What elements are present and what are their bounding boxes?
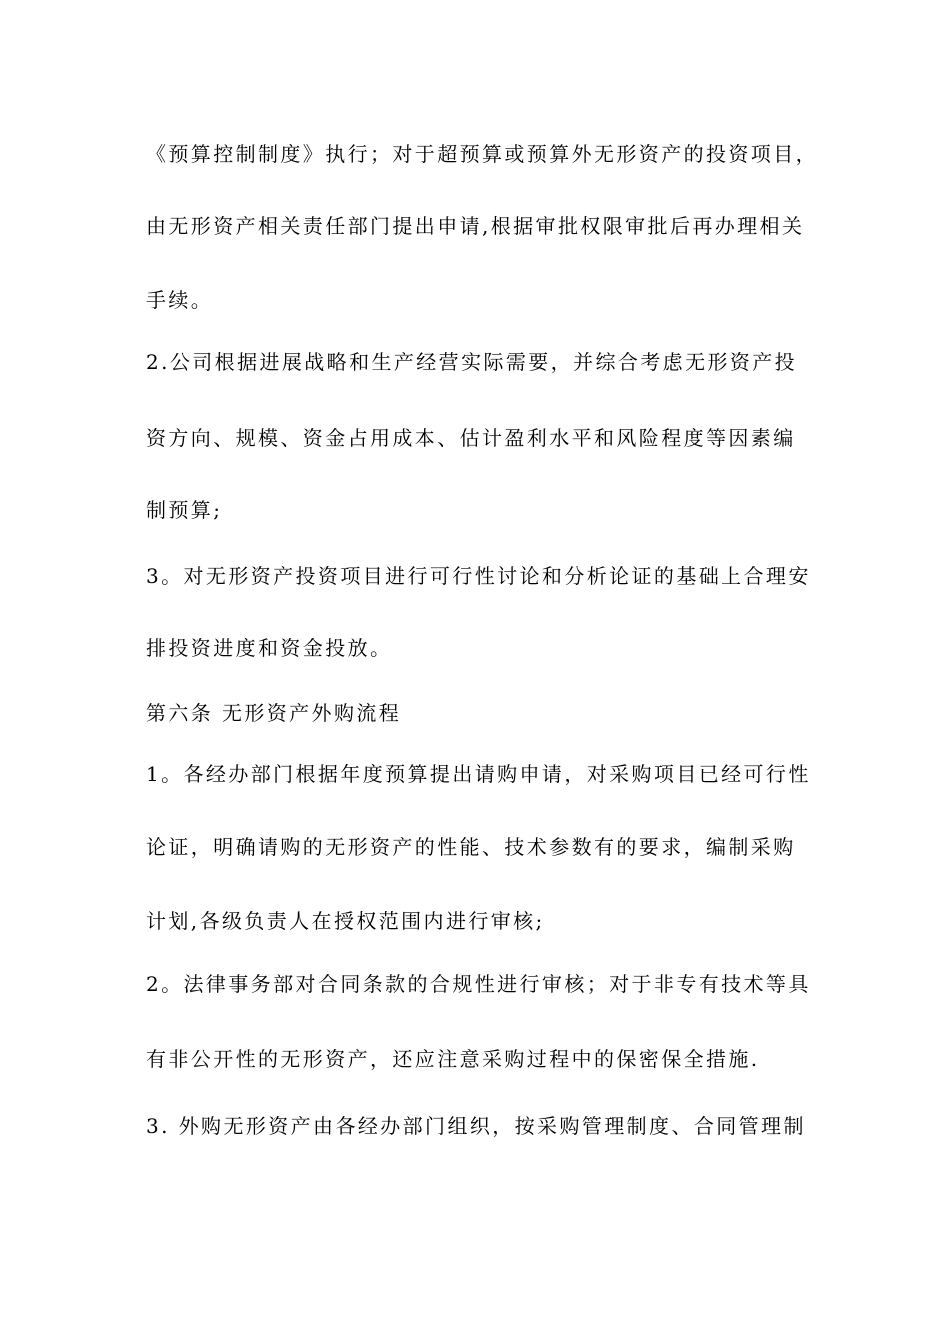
paragraph-line: 手续。 bbox=[146, 288, 214, 312]
paragraph-line: 2。法律事务部对合同条款的合规性进行审核；对于非专有技术等具 bbox=[146, 972, 811, 996]
paragraph-line: 资方向、规模、资金占用成本、估计盈利水平和风险程度等因素编 bbox=[146, 426, 796, 450]
paragraph-line: 排投资进度和资金投放。 bbox=[146, 636, 393, 660]
paragraph-line: 由无形资产相关责任部门提出申请,根据审批权限审批后再办理相关 bbox=[146, 214, 805, 238]
section-heading: 第六条 无形资产外购流程 bbox=[146, 701, 402, 725]
paragraph-line: 论证，明确请购的无形资产的性能、技术参数有的要求，编制采购 bbox=[146, 835, 796, 859]
paragraph-line: 3. 外购无形资产由各经办部门组织，按采购管理制度、合同管理制 bbox=[146, 1114, 806, 1138]
paragraph-line: 有非公开性的无形资产，还应注意采购过程中的保密保全措施. bbox=[146, 1047, 760, 1071]
paragraph-line: 1。各经办部门根据年度预算提出请购申请，对采购项目已经可行性 bbox=[146, 762, 811, 786]
paragraph-line: 计划,各级负责人在授权范围内进行审核; bbox=[146, 909, 545, 933]
paragraph-line: 2.公司根据进展战略和生产经营实际需要，并综合考虑无形资产投 bbox=[146, 350, 798, 374]
paragraph-line: 制预算; bbox=[146, 498, 223, 522]
paragraph-line: 《预算控制制度》执行；对于超预算或预算外无形资产的投资项目， bbox=[146, 142, 818, 166]
paragraph-line: 3。对无形资产投资项目进行可行性讨论和分析论证的基础上合理安 bbox=[146, 564, 811, 588]
